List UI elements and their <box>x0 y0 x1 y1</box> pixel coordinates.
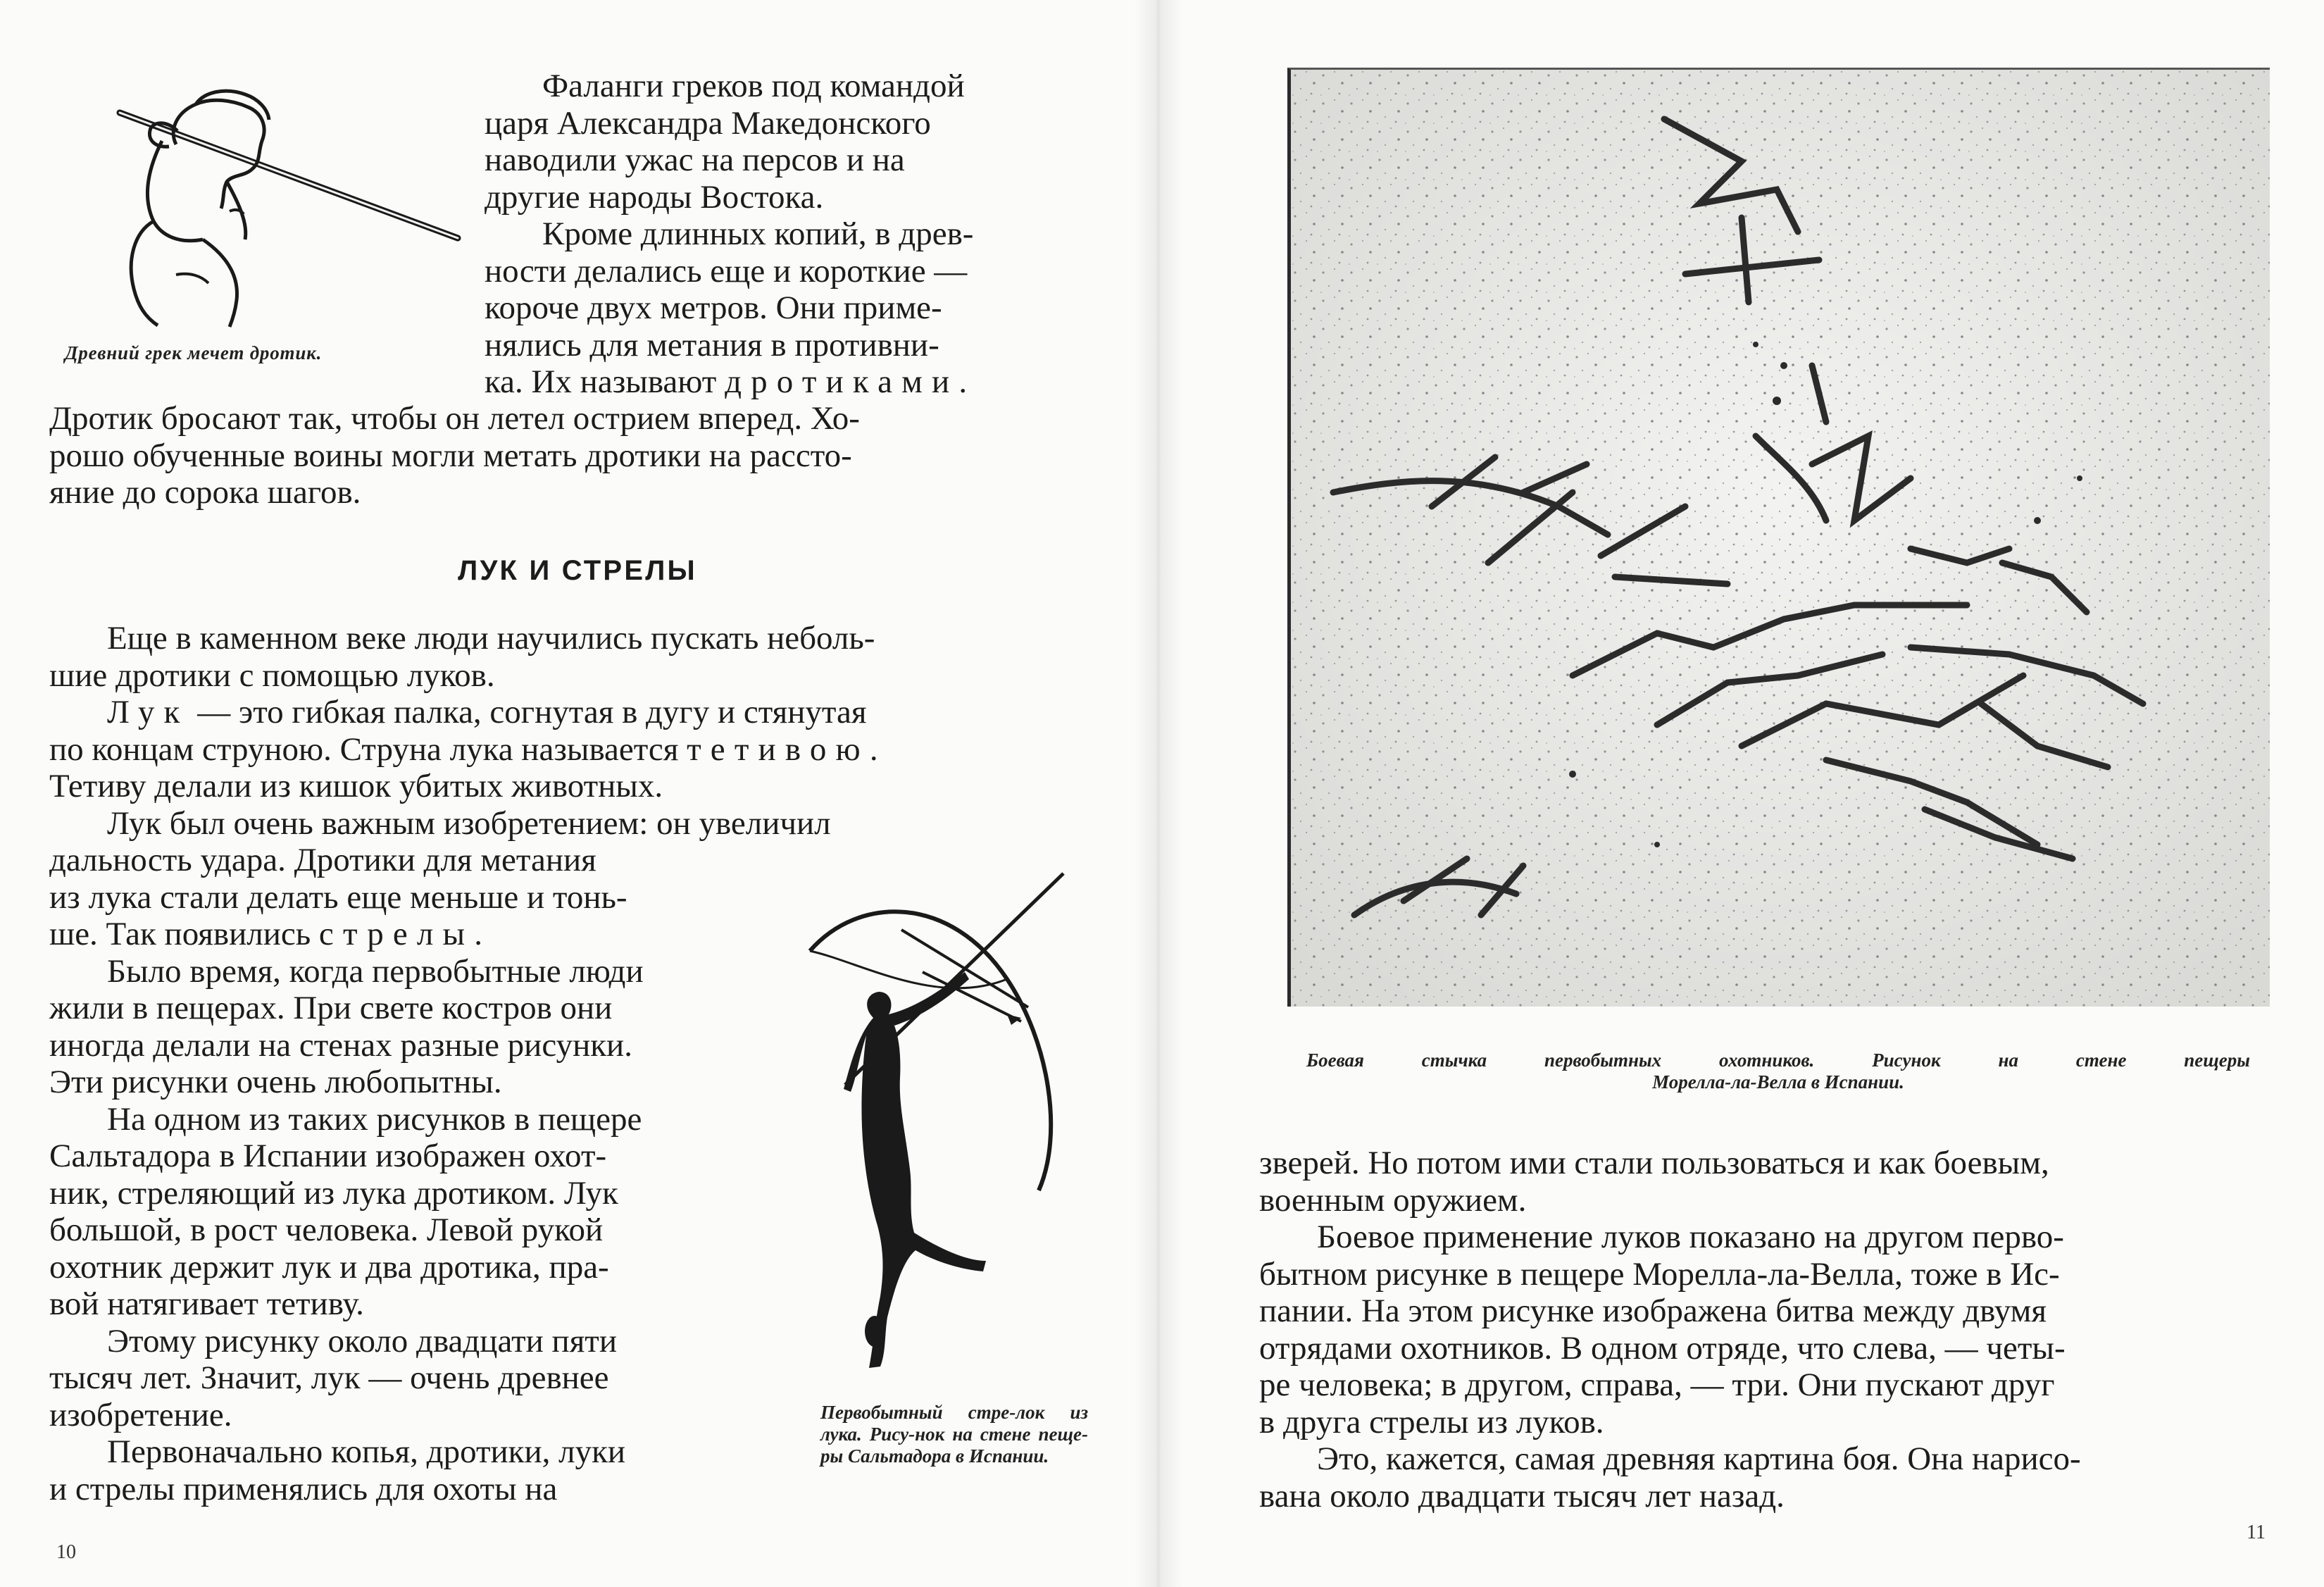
photo-caption-line: Боевая стычка первобытных охотников. Рисунок на стене пещеры <box>1306 1050 2250 1071</box>
continuation-paragraph <box>1259 1145 2273 1219</box>
text-line: другие народы Востока. <box>485 178 824 216</box>
text-line: большой, в рост человека. Левой рукой <box>49 1212 604 1248</box>
photo-caption <box>1306 1050 2250 1093</box>
text-line: нялись для метания в противни- <box>485 326 939 363</box>
text-line: Лук был очень важным изобретением: он увеличил <box>107 804 831 842</box>
text-line: Кроме длинных копий, в древ- <box>542 216 974 252</box>
text-line: военным оружием. <box>1259 1181 1527 1219</box>
page-number-right: 11 <box>2247 1521 2266 1543</box>
intro-paragraph-2 <box>485 216 1082 401</box>
text-line: Фаланги греков под командой <box>542 68 965 104</box>
section-heading: ЛУК И СТРЕЛЫ <box>458 555 697 586</box>
text-line: Сальтадора в Испании изображен охот- <box>49 1138 607 1174</box>
text-span: — это гибкая палка, согнутая в дугу и стянутая <box>189 694 867 730</box>
text-span: . <box>474 916 482 952</box>
wrapped-text <box>49 842 787 1507</box>
invention-paragraph-start <box>49 805 1082 842</box>
text-line: короче двух метров. Они приме- <box>485 290 942 326</box>
right-page-text <box>1259 1145 2273 1514</box>
text-line: зверей. Но потом ими стали пользоваться и как боевым, <box>1259 1145 2049 1181</box>
age-paragraph <box>49 1323 787 1434</box>
archer-illustration <box>796 866 1092 1388</box>
text-line: ник, стреляющий из лука дротиком. Лук <box>49 1174 618 1212</box>
text-line: Это, кажется, самая древняя картина боя. Она нарисо- <box>1317 1440 2081 1477</box>
text-line: изобретение. <box>49 1396 232 1433</box>
text-line: Боевое применение луков показано на другом перво- <box>1317 1219 2064 1255</box>
bow-definition-paragraph <box>49 694 1082 805</box>
javelin-line <box>485 363 967 400</box>
text-line: дальность удара. Дротики для метания <box>49 842 596 878</box>
text-line: шие дротики с помощью луков. <box>49 656 495 694</box>
text-line: Первоначально копья, дротики, луки <box>107 1433 626 1470</box>
arrows-term: стрелы <box>318 916 475 952</box>
text-line: Дротик бросают так, чтобы он летел острием вперед. Хо- <box>49 400 860 437</box>
battle-paragraph <box>1259 1219 2273 1440</box>
javelin-term: дротиками <box>725 363 959 400</box>
bow-paragraph-1 <box>49 620 1082 694</box>
text-line: ности делались еще и короткие — <box>485 252 968 290</box>
intro-text <box>485 68 1082 401</box>
text-line: бытном рисунке в пещере Морелла-ла-Велла, тоже в Ис- <box>1259 1255 2060 1293</box>
text-line: Этому рисунку около двадцати пяти <box>107 1322 618 1359</box>
text-line: жили в пещерах. При свете костров они <box>49 990 613 1026</box>
text-span: по концам струною. Струна лука называется <box>49 730 687 768</box>
text-line: яние до сорока шагов. <box>49 474 361 511</box>
left-page <box>0 0 1155 1587</box>
text-span: . <box>869 730 878 768</box>
text-line <box>49 731 878 768</box>
text-span: . <box>958 363 968 400</box>
page-number-left: 10 <box>56 1541 76 1563</box>
intro-paragraph-1 <box>485 68 1082 216</box>
text-line: иногда делали на стенах разные рисунки. <box>49 1026 632 1064</box>
text-line: охотник держит лук и два дротика, пра- <box>49 1248 609 1286</box>
text-line: и стрелы применялись для охоты на <box>49 1470 558 1507</box>
archer-caption: Первобытный стре-лок из лука. Рису-нок на стене пеще-ры Сальтадора в Испании. <box>820 1402 1088 1467</box>
text-line: Еще в каменном веке люди научились пускать неболь- <box>107 620 875 656</box>
text-span: ка. Их называют <box>485 363 725 400</box>
text-line: Тетиву делали из кишок убитых животных. <box>49 768 663 804</box>
saltadora-paragraph <box>49 1101 787 1323</box>
text-line: вана около двадцати тысяч лет назад. <box>1259 1477 1785 1514</box>
greek-javelin-illustration <box>63 63 472 331</box>
text-line: отрядами охотников. В одном отряде, что слева, — четы- <box>1259 1329 2066 1367</box>
text-line: Было время, когда первобытные люди <box>107 952 644 990</box>
text-line: ре человека; в другом, справа, — три. Они пускают друг <box>1259 1367 2055 1403</box>
javelin-text <box>49 400 1082 511</box>
original-use-paragraph <box>49 1433 787 1507</box>
text-line: Эти рисунки очень любопытны. <box>49 1064 502 1100</box>
text-line: наводили ужас на персов и на <box>485 142 905 178</box>
bowstring-term: тетивою <box>687 730 870 768</box>
text-span: ше. Так появились <box>49 916 319 952</box>
text-line: в друга стрелы из луков. <box>1259 1403 1604 1440</box>
bow-term: Лук <box>107 694 189 730</box>
text-line: тысяч лет. Значит, лук — очень древнее <box>49 1359 609 1396</box>
greek-caption: Древний грек мечет дротик. <box>65 342 323 363</box>
photo-caption-line: Морелла-ла-Велла в Испании. <box>1652 1071 1904 1093</box>
text-line: вой натягивает тетиву. <box>49 1286 364 1322</box>
text-line <box>107 694 867 730</box>
cave-paragraph <box>49 953 787 1101</box>
text-line: из лука стали делать еще меньше и тонь- <box>49 878 627 916</box>
bow-section-text <box>49 620 1082 842</box>
text-line: пании. На этом рисунке изображена битва между двумя <box>1259 1293 2047 1329</box>
text-line: царя Александра Македонского <box>485 104 931 142</box>
oldest-battle-paragraph <box>1259 1440 2273 1514</box>
text-line <box>49 916 482 952</box>
invention-paragraph-cont <box>49 842 787 953</box>
text-line: На одном из таких рисунков в пещере <box>107 1100 642 1138</box>
text-line: рошо обученные воины могли метать дротики на рассто- <box>49 437 852 474</box>
cave-painting-photo <box>1287 68 2270 1007</box>
cave-painting-figures <box>1291 70 2270 1007</box>
